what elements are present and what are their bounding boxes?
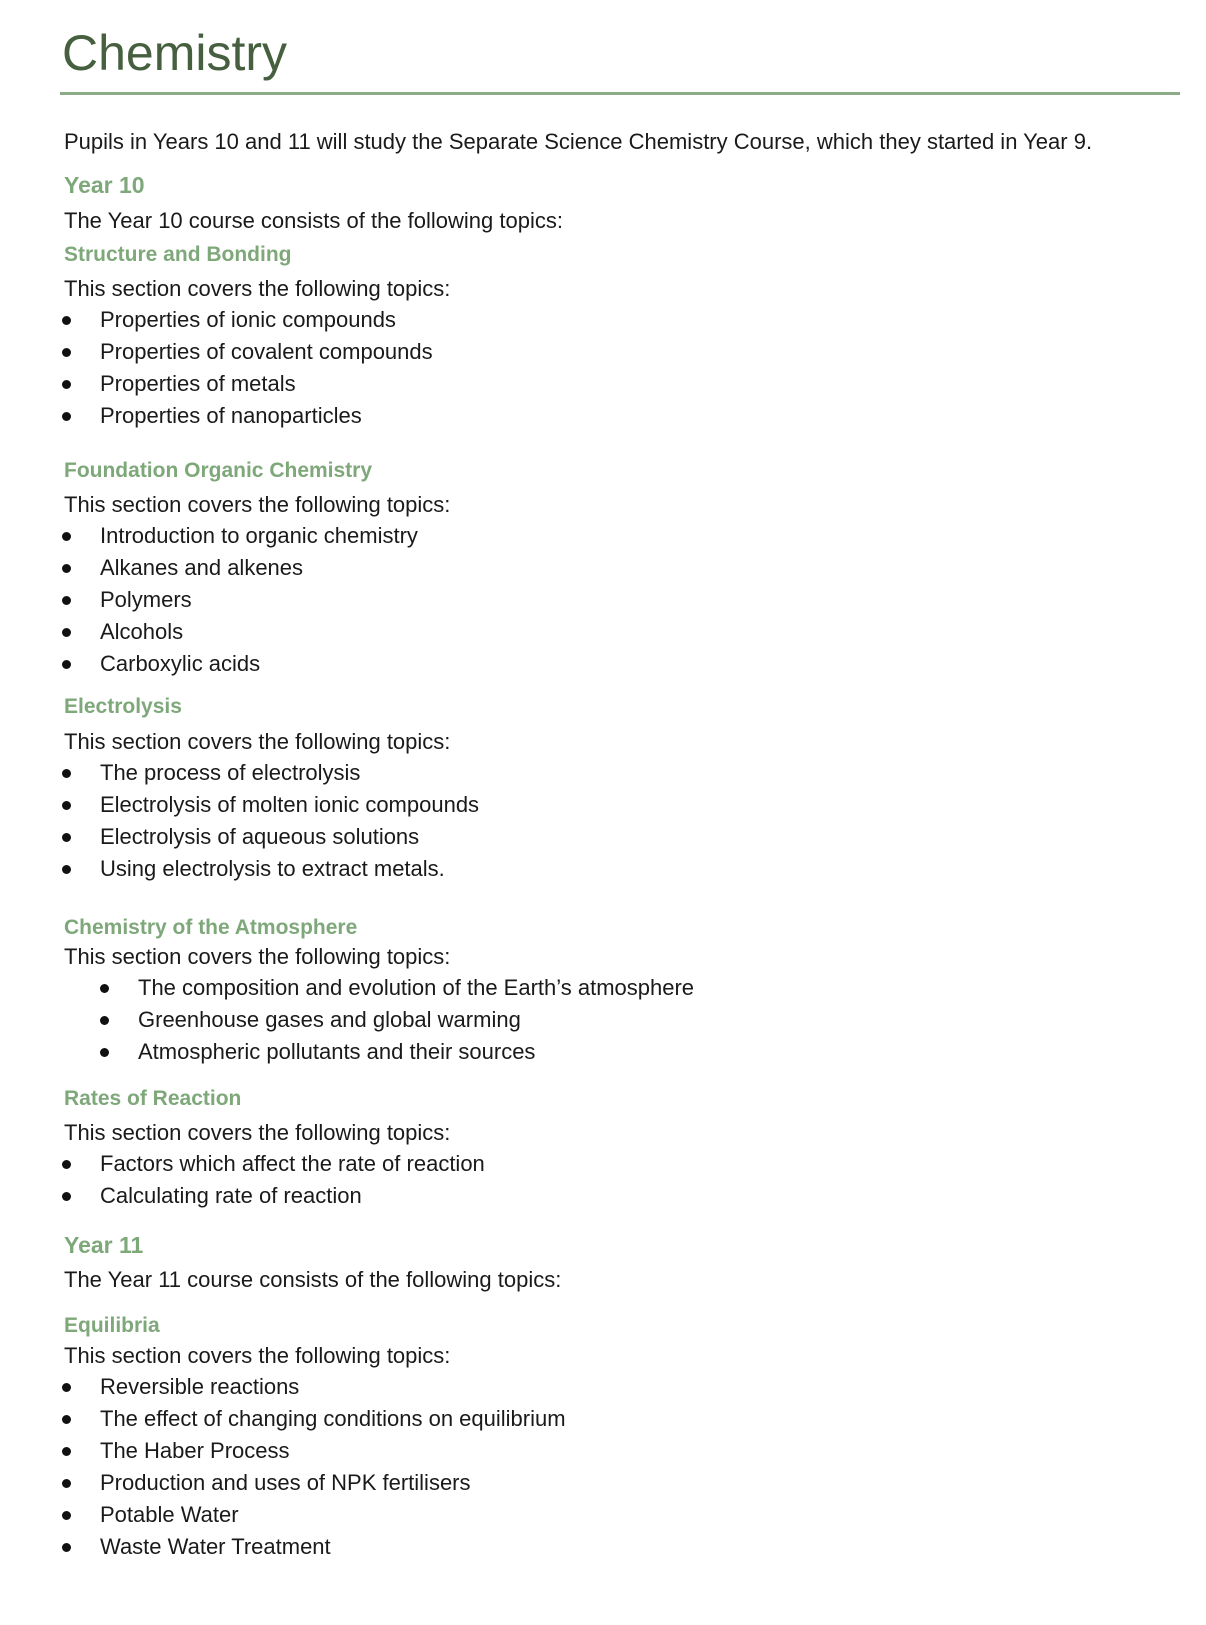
bullet-icon bbox=[62, 628, 71, 637]
bullet-icon bbox=[62, 1447, 71, 1456]
intro-paragraph: Pupils in Years 10 and 11 will study the Separate Science Chemistry Course, which they started in Year 9. bbox=[64, 129, 1093, 154]
bullet-icon bbox=[62, 564, 71, 573]
bullet-icon bbox=[62, 596, 71, 605]
year11-heading: Year 11 bbox=[64, 1232, 144, 1258]
bullet-icon bbox=[62, 1543, 71, 1552]
bullet-icon bbox=[62, 801, 71, 810]
bullet-icon bbox=[62, 833, 71, 842]
section-lead: This section covers the following topics: bbox=[64, 1120, 451, 1145]
title-underline bbox=[60, 92, 1180, 95]
year10-heading: Year 10 bbox=[64, 172, 145, 198]
bullet-icon bbox=[62, 316, 71, 325]
bullet-icon bbox=[100, 1048, 109, 1057]
section-heading-electrolysis: Electrolysis bbox=[64, 695, 182, 718]
bullet-icon bbox=[100, 1016, 109, 1025]
bullet-icon bbox=[62, 348, 71, 357]
section-lead: This section covers the following topics: bbox=[64, 944, 451, 969]
section-heading-rates-of-reaction: Rates of Reaction bbox=[64, 1087, 242, 1110]
bullet-icon bbox=[62, 532, 71, 541]
page-title: Chemistry bbox=[62, 25, 288, 81]
bullet-icon bbox=[62, 1160, 71, 1169]
section-heading-organic-chemistry: Foundation Organic Chemistry bbox=[64, 459, 373, 482]
year11-intro: The Year 11 course consists of the following topics: bbox=[64, 1267, 562, 1292]
bullet-icon bbox=[62, 1415, 71, 1424]
section-lead: This section covers the following topics: bbox=[64, 492, 451, 517]
section-lead: This section covers the following topics: bbox=[64, 729, 451, 754]
bullet-icon bbox=[62, 380, 71, 389]
bullet-icon bbox=[100, 984, 109, 993]
year10-intro: The Year 10 course consists of the following topics: bbox=[64, 208, 563, 233]
bullet-icon bbox=[62, 865, 71, 874]
section-heading-atmosphere: Chemistry of the Atmosphere bbox=[64, 916, 358, 939]
section-heading-structure-bonding: Structure and Bonding bbox=[64, 243, 292, 266]
document-page: Chemistry Pupils in Years 10 and 11 will study the Separate Science Chemistry Course, which they started in Year 9. Year 10 The Year 10 course consists of the following topics: Structure and Bonding This section covers the following topics: Properties of ionic compounds Properties of covalent compounds Properties of metals Properties of nanoparticles Foundation Organic Chemistry This section covers the following topics: Introduction to organic chemistry Alkanes and alkenes Polymers Alcohols Carboxylic acids Electrolysis This section covers the following topics: The process of electrolysis Electrolysis of molten ionic compounds Electrolysis of aqueous solutions Using electrolysis to extract metals. Chemistry of the Atmosphere This section covers the following topics: The composition and evolution of the Earth’s atmosphere Greenhouse gases and global warming Atmospheric pollutants and their sources Rates of Reaction This section covers the following topics: Factors which affect the rate of reaction Calculating rate of reaction Year 11 The Year 11 course consists of the following topics: Equilibria This section covers the following topics: Reversible reactions The effect of changing conditions on equilibrium The Haber Process Production and uses of NPK fertilisers Potable Water Waste Water Treatment bbox=[0, 0, 1206, 1625]
section-heading-equilibria: Equilibria bbox=[64, 1314, 160, 1337]
bullet-icon bbox=[62, 1192, 71, 1201]
bullet-icon bbox=[62, 660, 71, 669]
section-lead: This section covers the following topics: bbox=[64, 276, 451, 301]
bullet-icon bbox=[62, 1511, 71, 1520]
bullet-icon bbox=[62, 412, 71, 421]
section-lead: This section covers the following topics: bbox=[64, 1343, 451, 1368]
bullet-icon bbox=[62, 1479, 71, 1488]
bullet-icon bbox=[62, 1383, 71, 1392]
bullet-icon bbox=[62, 769, 71, 778]
